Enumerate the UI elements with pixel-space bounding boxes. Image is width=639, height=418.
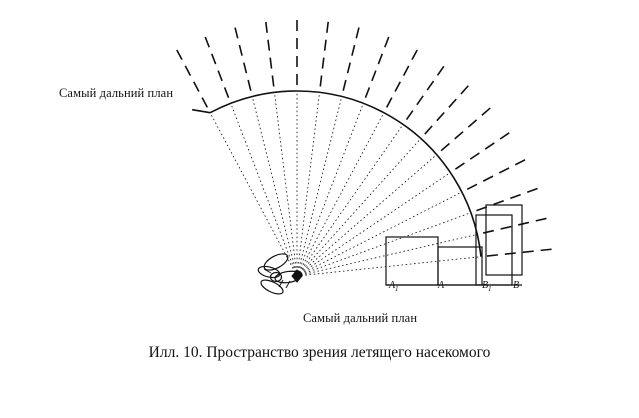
svg-text:A: A	[389, 280, 396, 291]
svg-text:1: 1	[488, 285, 492, 293]
point-label-group	[388, 280, 519, 293]
svg-text:A: A	[438, 280, 445, 291]
insect-figure	[257, 251, 302, 297]
label-far-plan-bottom: Самый дальний план	[303, 311, 418, 325]
object-boxes-group	[386, 205, 522, 285]
svg-text:B: B	[482, 280, 489, 291]
svg-text:1: 1	[395, 285, 399, 293]
svg-text:B: B	[513, 280, 520, 291]
figure-caption: Илл. 10. Пространство зрения летящего насекомого	[148, 344, 491, 361]
label-far-plan-top: Самый дальний план	[59, 86, 174, 100]
vision-ray-group	[176, 19, 552, 276]
